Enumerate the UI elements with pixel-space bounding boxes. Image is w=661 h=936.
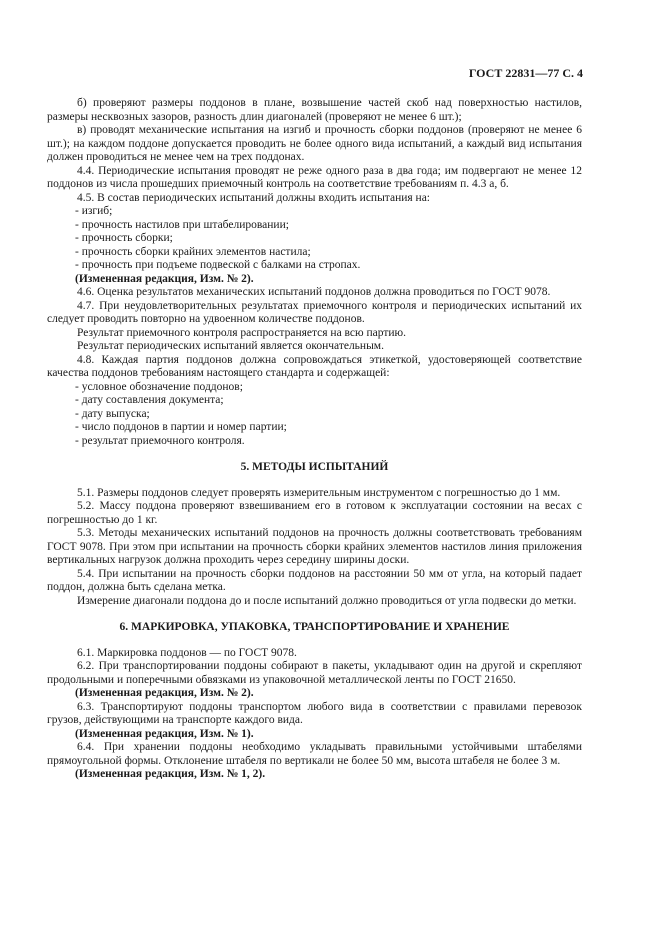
list-item: - прочность настилов при штабелировании; [75, 218, 289, 231]
list-item: - прочность сборки; [75, 232, 173, 244]
paragraph: 5.2. Массу поддона проверяют взвешиванием его в готовом к эксплуатации состоянии на весах с погрешностью до 1 кг. [47, 500, 582, 526]
paragraph: 4.8. Каждая партия поддонов должна сопровождаться этикеткой, удостоверяющей соответствие качества поддонов требованиям настоящего стандарта и содержащей: [47, 353, 582, 379]
paragraph: 6.3. Транспортируют поддоны транспортом любого вида в соответствии с правилами перевозок грузов, действующими на транспорте каждого вида. [47, 700, 582, 726]
list-item: - дату составления документа; [75, 394, 224, 406]
revision-note: (Измененная редакция, Изм. № 1, 2). [75, 768, 266, 780]
paragraph: 4.6. Оценка результатов механических испытаний поддонов должна проводиться по ГОСТ 9078. [77, 286, 551, 298]
paragraph: 6.1. Маркировка поддонов — по ГОСТ 9078. [77, 646, 297, 659]
section-heading: 5. МЕТОДЫ ИСПЫТАНИЙ [240, 461, 389, 473]
revision-note: (Измененная редакция, Изм. № 2). [75, 687, 254, 699]
list-item: - условное обозначение поддонов; [75, 380, 243, 393]
paragraph: 6.2. При транспортировании поддоны собирают в пакеты, укладывают один на другой и скрепляют продольными и поперечными обвязками из упаковочной металлической ленты по ГОСТ 21650. [47, 660, 582, 686]
revision-note: (Измененная редакция, Изм. № 1). [75, 727, 254, 740]
paragraph: в) проводят механические испытания на изгиб и прочность сборки поддонов (проверяют не менее 6 шт.); на каждом поддоне допускается проводить не более одного вида испытаний, а каждый вид испытания должен проводиться не менее чем на трех поддонах. [47, 124, 582, 163]
list-item: - число поддонов в партии и номер партии; [75, 421, 287, 433]
paragraph: Результат приемочного контроля распространяется на всю партию. [77, 326, 406, 339]
paragraph: Результат периодических испытаний является окончательным. [77, 340, 384, 352]
paragraph: б) проверяют размеры поддонов в плане, возвышение частей скоб над поверхностью настилов, размеры несквозных зазоров, разность длин диагоналей (проверяют не менее 6 шт.); [47, 97, 582, 123]
paragraph: Измерение диагонали поддона до и после испытаний должно проводиться от угла подвески до метки. [77, 594, 577, 607]
paragraph: 4.4. Периодические испытания проводят не реже одного раза в два года; им подвергают не менее 12 поддонов из числа прошедших приемочный контроль на соответствие требованиям п. 4.3 а, б. [47, 164, 582, 190]
list-item: - дату выпуска; [75, 407, 150, 420]
paragraph: 4.5. В состав периодических испытаний должны входить испытания на: [77, 191, 431, 204]
list-item: - прочность сборки крайних элементов настила; [75, 245, 311, 258]
section-heading: 6. МАРКИРОВКА, УПАКОВКА, ТРАНСПОРТИРОВАНИЕ И ХРАНЕНИЕ [119, 621, 510, 633]
list-item: - прочность при подъеме подвеской с балками на стропах. [75, 259, 361, 271]
list-item: - изгиб; [75, 205, 113, 217]
paragraph: 5.1. Размеры поддонов следует проверять измерительным инструментом с погрешностью до 1 мм. [77, 486, 561, 499]
list-item: - результат приемочного контроля. [75, 434, 245, 447]
revision-note: (Измененная редакция, Изм. № 2). [75, 272, 254, 285]
page-header: ГОСТ 22831—77 С. 4 [468, 66, 583, 80]
paragraph: 6.4. При хранении поддоны необходимо укладывать правильными устойчивыми штабелями прямоугольной формы. Отклонение штабеля по вертикали не более 50 мм, высота штабеля не более 3 м. [47, 741, 582, 767]
paragraph: 5.3. Методы механических испытаний поддонов на прочность должны соответствовать требованиям ГОСТ 9078. При этом при испытании на прочность сборки крайних элементов настилов линия приложения вертикальных нагрузок должна проходить через середину ширины доски. [47, 527, 582, 566]
paragraph: 4.7. При неудовлетворительных результатах приемочного контроля и периодических испытаний их следует проводить повторно на удвоенном количестве поддонов. [47, 299, 582, 325]
document-body [47, 97, 582, 782]
paragraph: 5.4. При испытании на прочность сборки поддонов на расстоянии 50 мм от угла, на который падает поддон, должна быть сделана метка. [47, 567, 582, 593]
